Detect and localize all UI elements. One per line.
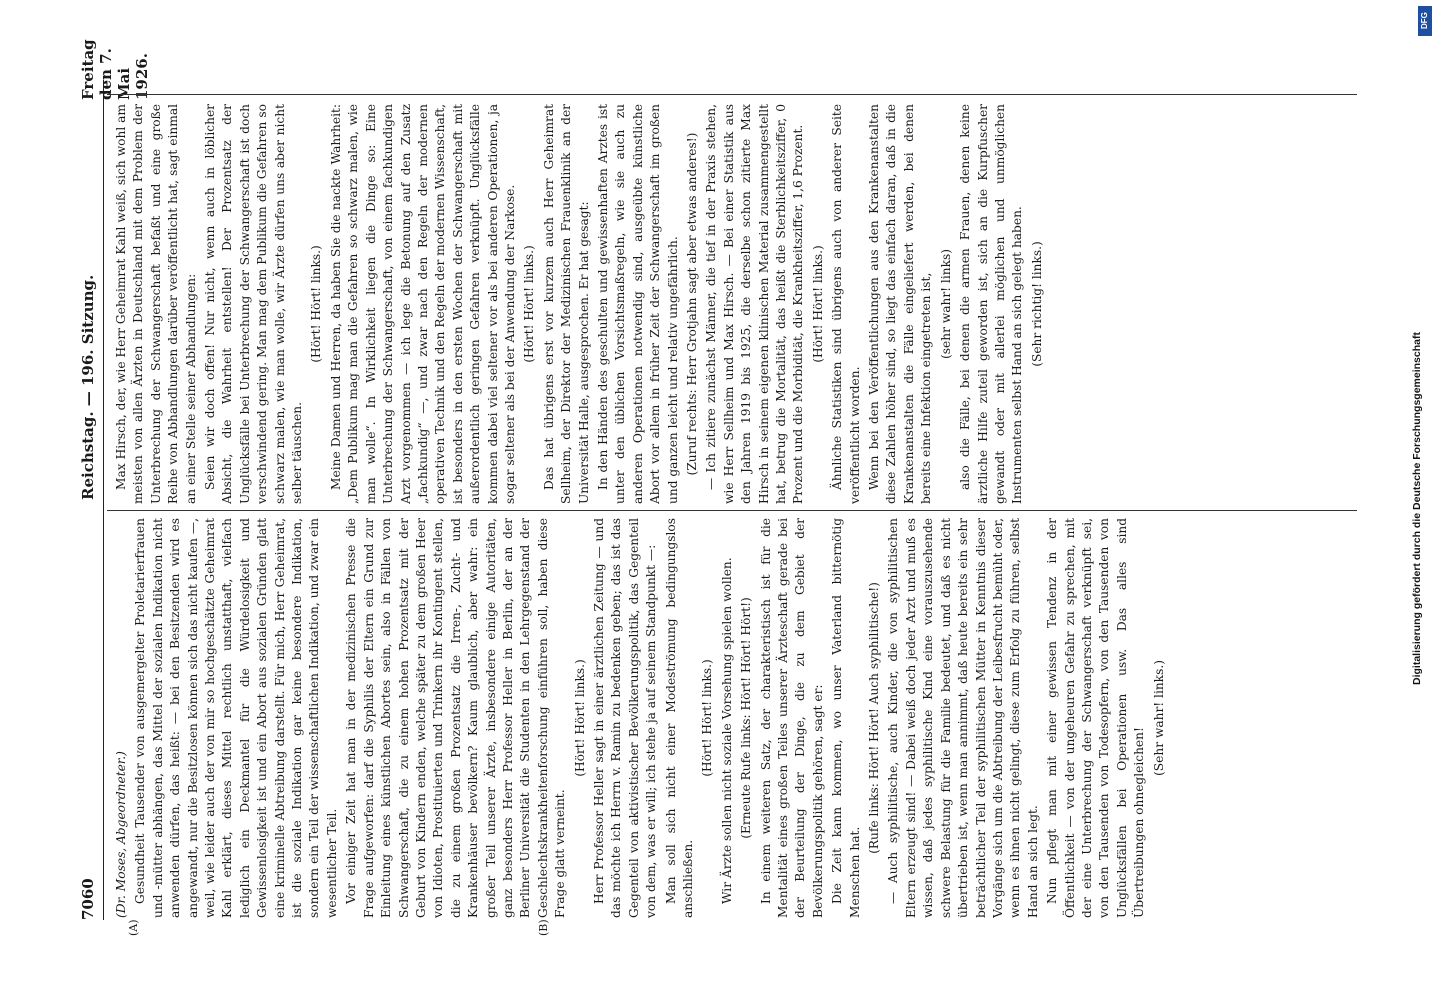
session-title: Reichstag. — 196. Sitzung. [79,274,97,500]
paragraph: Vor einiger Zeit hat man in der medizinischen Presse die Frage aufgeworfen: darf die Syphilis der Eltern ein Grund zur Einleitung eines künstlichen Abortes sein, also in Fällen von Schwangerschaft, die zu einem hohen Prozentsatz mit der Geburt von Kindern enden, welche später zu dem großen Heer von Idioten, Prostituierten und Trinkern ihr Kontingent stellen, die zu einem großen Prozentsatz die Irren-, Zucht- und Krankenhäuser bevölkern? Kaum glaublich, aber wahr: ein großer Teil unserer Ärzte, insbesondere einige Autoritäten, ganz besonders Herr Professor Heller in Berlin, der an der Berliner Universität die Studenten in den Lehrgegenstand der Geschlechtskrankheitenforschung einführen soll, haben diese Frage glatt verneint. [344,518,568,918]
column-divider [107,94,1357,95]
interjection: (Erneute Rufe links: Hört! Hört! Hört!) [739,597,754,839]
paragraph: Die Zeit kann kommen, wo unser Vaterland bitternötig Menschen hat. [830,518,862,918]
column-divider [107,510,1357,511]
session-date: Freitag den 7. Mai 1926. [79,39,151,100]
paragraph: In einem weiteren Satz, der charakteristisch ist für die Mentalität eines großen Teiles unserer Ärzteschaft gerade bei der Beurteilung der Dinge, die zu dem Gebiet der Bevölkerungspolitik gehören, sagt er: [758,518,825,918]
speaker-label: (Dr. Moses, Abgeordneter.) [114,751,128,918]
digitization-note [1411,8,1428,688]
interjection: (Hört! Hört! links.) [700,659,715,777]
paragraph: Max Hirsch, der, wie Herr Geheimrat Kahl weiß, sich wohl am meisten von allen Ärzten in Deutschland mit dem Problem der Unterbrechung der Schwangerschaft befaßt und eine große Reihe von Abhandlungen darüber veröffentlicht hat, sagt einmal an einer Stelle seiner Abhandlungen: [114,104,198,504]
paragraph: Ähnliche Statistiken sind übrigens auch von anderer Seite veröffentlicht worden. [830,104,862,504]
interjection: (Sehr wahr! links.) [1151,660,1166,776]
paragraph: Nun pflegt man mit einer gewissen Tendenz in der Öffentlichkeit — von der ungeheuren Gefahr zu sprechen, mit der eine Unterbrechung der Schwangerschaft verknüpft sei, von den Tausenden von Todesopfern, von den Tausenden von Unglücksfällen bei Operationen usw. Das alles sind Übertreibungen ohnegleichen! [1045,518,1147,918]
interjection: (Hört! Hört! links.) [810,245,825,363]
interjection: (Hört! Hört! links.) [572,659,587,777]
paragraph: — Ich zitiere zunächst Männer, die tief in der Praxis stehen, wie Herr Sellheim und Max Hirsch. — Bei einer Statistik aus den Jahren 1919 bis 1925, die derselbe schon zitierte Max Hirsch in seinem eigenen klinischen Material zusammengestellt hat, betrug die Mortalität, das heißt die Sterblichkeitsziffer, 0 Prozent und die Morbidität, die Krankheitsziffer, 1,6 Prozent. [704,104,806,504]
interjection: (Sehr richtig! links.) [1029,241,1044,367]
paragraph: Seien wir doch offen! Nur nicht, wenn auch in löblicher Absicht, die Wahrheit entstellen! Der Prozentsatz der Unglücksfälle bei Unterbrechung der Schwangerschaft ist doch verschwindend gering. Man mag dem Publikum die Gefahren so schwarz malen, wie man wolle, wir Ärzte dürfen uns aber nicht selber täuschen. [203,104,305,504]
text-column-left [113,518,1355,918]
interjection: (Hört! Hört! links.) [522,245,537,363]
interjection: (Hört! Hört! links.) [309,245,324,363]
digitization-note-text: Digitalisierung gefördert durch die Deutsche Forschungsgemeinschaft [1411,332,1423,685]
paragraph: Man soll sich nicht einer Modeströmung bedingungslos anschließen. [663,518,695,918]
paragraph: Meine Damen und Herren, da haben Sie die nackte Wahrheit: „Dem Publikum mag man die Gefahren so schwarz malen, wie man wolle“. In Wirklichkeit liegen die Dinge so: Eine Unterbrechung der Schwangerschaft, von einem fachkundigen Arzt vorgenommen — ich lege die Betonung auf den Zusatz „fachkundig“ —, und zwar nach den Regeln der modernen operativen Technik und den Regeln der modernen Wissenschaft, ist besonders in den ersten Wochen der Schwangerschaft mit außerordentlich geringen Gefahren verknüpft. Unglücksfälle kommen dabei viel seltener vor als bei anderen Operationen, ja sogar seltener als bei der Anwendung der Narkose. [328,104,517,504]
paragraph: Wir Ärzte sollen nicht soziale Vorsehung spielen wollen. [719,557,734,904]
text-column-middle [113,104,1355,504]
document-page [67,39,1367,940]
text-column-right [113,0,1355,88]
dfg-logo: DFG [1418,6,1432,36]
page-number: 7060 [79,878,97,920]
margin-mark-b: (B) [537,919,550,936]
interjection: (sehr wahr! links) [938,249,953,359]
paragraph: In den Händen des geschulten und gewissenhaften Arztes ist unter den üblichen Vorsichtsmaßregeln, wie sie auch zu anderen Operationen notwendig sind, ausgeübte künstliche Abort vor allem in früher Zeit der Schwangerschaft im großen und ganzen leicht und relativ ungefährlich. [595,104,680,504]
paragraph: Wenn bei den Veröffentlichungen aus den Krankenanstalten diese Zahlen höher sind, so liegt das einfach daran, daß in die Krankenanstalten die Fälle eingeliefert werden, bei denen bereits eine Infektion eingetreten ist, [867,104,934,504]
paragraph: also die Fälle, bei denen die armen Frauen, denen keine ärztliche Hilfe zuteil geworden ist, sich an die Kurpfuscher gewandt oder mit allerlei möglichen und unmöglichen Instrumenten selbst Hand an sich gelegt haben. [958,104,1025,504]
paragraph: — Auch syphilitische, auch Kinder, die von syphilitischen Eltern erzeugt sind! — Dabei weiß doch jeder Arzt und muß es wissen, daß jedes syphilitische Kind eine vorauszusehende schwere Belastung für die Familie bedeutet, und daß es nicht übertrieben ist, wenn man annimmt, daß heute bereits ein sehr beträchtlicher Teil der syphilitischen Mütter in Kenntnis dieser Vorgänge sich um die Abtreibung der Leibesfrucht bemüht oder, wenn es ihnen nicht gelingt, diese zum Erfolg zu führen, selbst Hand an sich legt. [886,518,1040,918]
paragraph: Gesundheit Tausender von ausgemergelter Proletarierfrauen und -mütter abhängen, das Mittel der sozialen Indikation nicht anwenden dürfen, das heißt: — bei den Besitzenden wird es angewandt, nur die Besitzlosen können sich das nicht kaufen —, weil, wie leider auch der von mir so hochgeschätzte Geheimrat Kahl erklärt, dieses Mittel rechtlich unstatthaft, vielfach lediglich ein Deckmantel für die Würdelosigkeit und Gewissenlosigkeit ist und ein Abort aus sozialen Gründen glatt eine kriminelle Abtreibung darstellt. Für mich, Herr Geheimrat, ist die soziale Indikation gar keine besondere Indikation, sondern ein Teil der wissenschaftlichen Indikation, und zwar ein wesentlicher Teil. [133,518,339,918]
interjection: (Rufe links: Hört! Hört! Auch syphilitische!) [867,582,882,854]
interjection: (Zuruf rechts: Herr Grotjahn sagt aber etwas anderes!) [685,132,699,476]
paragraph: Herr Professor Heller sagt in einer ärztlichen Zeitung — und das möchte ich Herrn v. Ramin zu bedenken geben; das ist das Gegenteil von aktivistischer Bevölkerungspolitik, das Gegenteil von dem, was er will; ich stehe ja auf seinem Standpunkt —: [591,518,659,918]
margin-mark-a: (A) [127,919,140,936]
paragraph: Das hat übrigens erst vor kurzem auch Herr Geheimrat Sellheim, der Direktor der Medizinischen Frauenklinik an der Universität Halle, ausgesprochen. Er hat gesagt: [541,104,591,504]
